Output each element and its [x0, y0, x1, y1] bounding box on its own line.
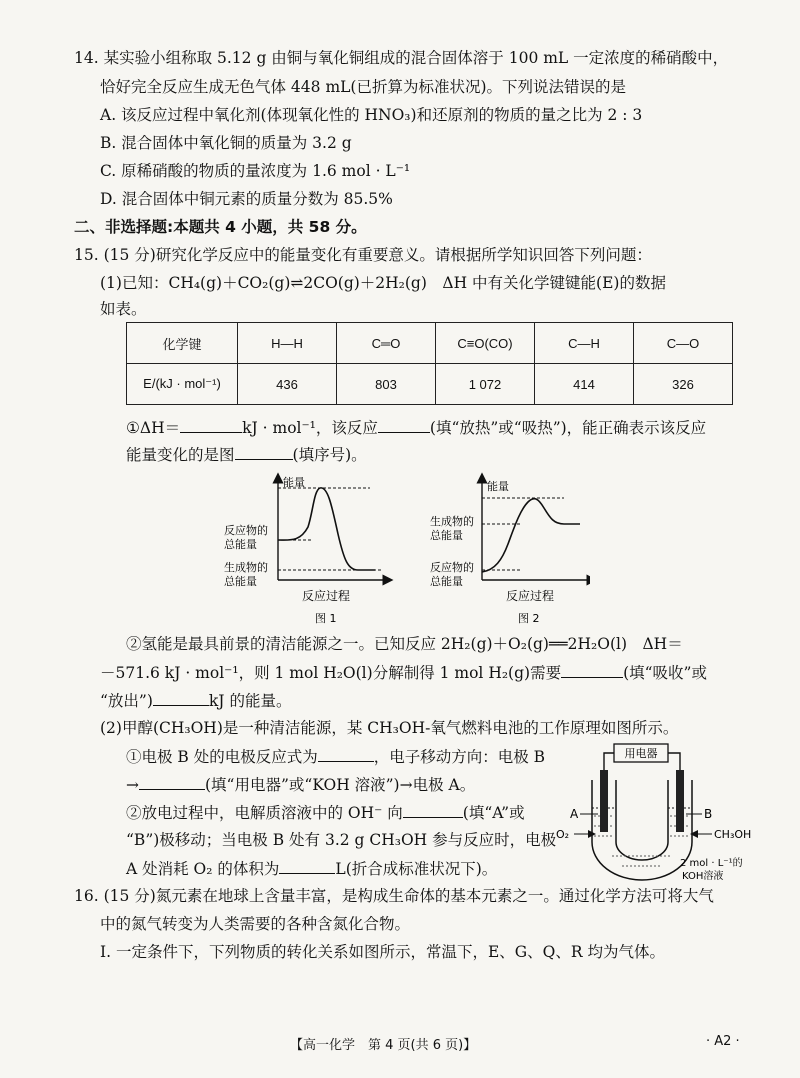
- q15-stem: 15. (15 分)研究化学反应中的能量变化有重要意义。请根据所学知识回答下列问题：: [74, 246, 652, 264]
- fuel-cell-diagram: [552, 742, 762, 882]
- q15-1b-text: kJ 的能量。: [208, 692, 292, 710]
- table-cell: 436: [238, 364, 337, 405]
- fig2-curve: [482, 499, 580, 572]
- answer-blank[interactable]: [139, 773, 205, 790]
- u-tube-inner: [616, 780, 668, 860]
- answer-blank[interactable]: [279, 857, 335, 874]
- answer-blank[interactable]: [235, 443, 293, 460]
- q15-1a-line1: [126, 416, 706, 439]
- electrolyte-hatch: [594, 816, 690, 866]
- answer-blank[interactable]: [561, 661, 623, 678]
- table-header-cell: C—O: [634, 323, 733, 364]
- q16-line2: 中的氮气转变为人类需要的各种含氮化合物。: [100, 915, 411, 933]
- table-header-cell: H—H: [238, 323, 337, 364]
- q15-1a-text: kJ · mol⁻¹，该反应: [242, 419, 378, 437]
- fig2-upper-label: 生成物的: [430, 515, 474, 528]
- fig2-upper-label: 总能量: [430, 529, 463, 542]
- q15-2a-text: →: [126, 776, 139, 794]
- ch3oh-label: CH₃OH: [714, 828, 752, 841]
- q15-2b-text: L(折合成标准状况下)。: [335, 860, 498, 878]
- table-header-cell: C≡O(CO): [436, 323, 535, 364]
- table-header-cell: C═O: [337, 323, 436, 364]
- q15-2a-text: ，电子移动方向：电极 B: [373, 748, 546, 766]
- q15-1a-text: ①ΔH＝: [126, 419, 181, 437]
- q15-part2: (2)甲醇(CH₃OH)是一种清洁能源，某 CH₃OH-氧气燃料电池的工作原理如图所示。: [100, 719, 679, 737]
- table-cell: 1 072: [436, 364, 535, 405]
- electrode-a: [600, 770, 608, 832]
- q15-1a-line2: [126, 443, 367, 466]
- figure-2: [430, 478, 590, 625]
- table-cell: 326: [634, 364, 733, 405]
- q15-2b-line2: “B”)极移动；当电极 B 处有 3.2 g CH₃OH 参与反应时，电极: [126, 831, 557, 849]
- table-header-row: [127, 323, 733, 364]
- q15-1b-text: －571.6 kJ · mol⁻¹，则 1 mol H₂O(l)分解制得 1 mol H₂(g)需要: [100, 664, 562, 682]
- q16-line1: 16. (15 分)氮元素在地球上含量丰富，是构成生命体的基本元素之一。通过化学方法可将大气: [74, 887, 714, 905]
- solution-label: KOH溶液: [682, 871, 724, 882]
- fig2-ylabel: 能量: [487, 480, 509, 493]
- fig1-lower-label: 生成物的: [224, 561, 268, 574]
- table-row-label: E/(kJ · mol⁻¹): [127, 364, 238, 405]
- q15-2a-line1: [126, 745, 545, 768]
- q15-2b-line3: [126, 857, 497, 880]
- q15-2b-text: ②放电过程中，电解质溶液中的 OH⁻ 向: [126, 804, 403, 822]
- fig2-lower-label: 反应物的: [430, 561, 474, 574]
- table-cell: 803: [337, 364, 436, 405]
- q14-stem-line2: 恰好完全反应生成无色气体 448 mL(已折算为标准状况)。下列说法错误的是: [100, 78, 627, 96]
- fig1-ylabel: 能量: [283, 476, 305, 489]
- q15-2b-line1: [126, 801, 525, 824]
- q15-1a-text: 能量变化的是图: [126, 446, 235, 464]
- answer-blank[interactable]: [318, 745, 374, 762]
- label-a: A: [570, 807, 579, 821]
- q15-1a-text: (填序号)。: [292, 446, 367, 464]
- table-cell: 414: [535, 364, 634, 405]
- q14-stem-line1: 14. 某实验小组称取 5.12 g 由铜与氧化铜组成的混合固体溶于 100 mL 一定浓度的稀硝酸中，: [74, 49, 729, 67]
- fig2-lower-label: 总能量: [430, 575, 463, 588]
- q14-option-d: D. 混合固体中铜元素的质量分数为 85.5%: [100, 190, 393, 208]
- solution-label: 2 mol · L⁻¹的: [680, 858, 743, 869]
- label-b: B: [704, 807, 713, 821]
- q15-2a-text: ①电极 B 处的电极反应式为: [126, 748, 318, 766]
- answer-blank[interactable]: [403, 801, 463, 818]
- q15-1b-text: (填“吸收”或: [623, 664, 707, 682]
- fig1-curve: [278, 488, 375, 570]
- q14-option-a: A. 该反应过程中氧化剂(体现氧化性的 HNO₃)和还原剂的物质的量之比为 2 : 3: [100, 106, 643, 124]
- q16-line3: Ⅰ. 一定条件下，下列物质的转化关系如图所示，常温下，E、G、Q、R 均为气体。: [100, 943, 665, 961]
- fig1-caption: 图 1: [315, 612, 337, 625]
- device-label: 用电器: [624, 747, 658, 760]
- answer-blank[interactable]: [153, 689, 209, 706]
- q15-1a-text: (填“放热”或“吸热”)，能正确表示该反应: [429, 419, 707, 437]
- q14-option-b: B. 混合固体中氧化铜的质量为 3.2 g: [100, 134, 352, 152]
- answer-blank[interactable]: [378, 416, 430, 433]
- q14-option-c: C. 原稀硝酸的物质的量浓度为 1.6 mol · L⁻¹: [100, 162, 411, 180]
- figure-1: [224, 475, 388, 625]
- fig2-caption: 图 2: [518, 612, 540, 625]
- answer-blank[interactable]: [180, 416, 242, 433]
- q15-part1-line2: 如表。: [100, 300, 147, 318]
- fig1-upper-label: 反应物的: [224, 524, 268, 537]
- bond-energy-table: [126, 322, 733, 405]
- q15-1b-line2: [100, 661, 707, 684]
- fig1-xlabel: 反应过程: [302, 589, 351, 603]
- fig2-xlabel: 反应过程: [506, 589, 555, 603]
- q15-2a-text: (填“用电器”或“KOH 溶液”)→电极 A。: [205, 776, 476, 794]
- table-header-cell: 化学键: [127, 323, 238, 364]
- q15-2b-text: (填“A”或: [462, 804, 525, 822]
- section-heading: 二、非选择题:本题共 4 小题，共 58 分。: [74, 218, 367, 236]
- q15-part1-line1: (1)已知：CH₄(g)＋CO₂(g)⇌2CO(g)＋2H₂(g) ΔH 中有关化学键键能(E)的数据: [100, 274, 666, 292]
- page-footer: 【高一化学 第 4 页(共 6 页)】: [290, 1038, 477, 1053]
- fig1-upper-label: 总能量: [224, 538, 257, 551]
- electrode-b: [676, 770, 684, 832]
- table-header-cell: C—H: [535, 323, 634, 364]
- q15-1b-line1: ②氢能是最具前景的清洁能源之一。已知反应 2H₂(g)＋O₂(g)══2H₂O(l) ΔH＝: [126, 635, 683, 653]
- q15-2a-line2: [126, 773, 475, 796]
- q15-1b-line3: [100, 689, 291, 712]
- table-row: [127, 364, 733, 405]
- page-code: · A2 ·: [706, 1034, 740, 1049]
- q15-1b-text: “放出”): [100, 692, 153, 710]
- q15-2b-text: A 处消耗 O₂ 的体积为: [126, 860, 280, 878]
- o2-label: O₂: [556, 828, 570, 841]
- energy-diagrams: [220, 472, 590, 632]
- fig1-lower-label: 总能量: [224, 575, 257, 588]
